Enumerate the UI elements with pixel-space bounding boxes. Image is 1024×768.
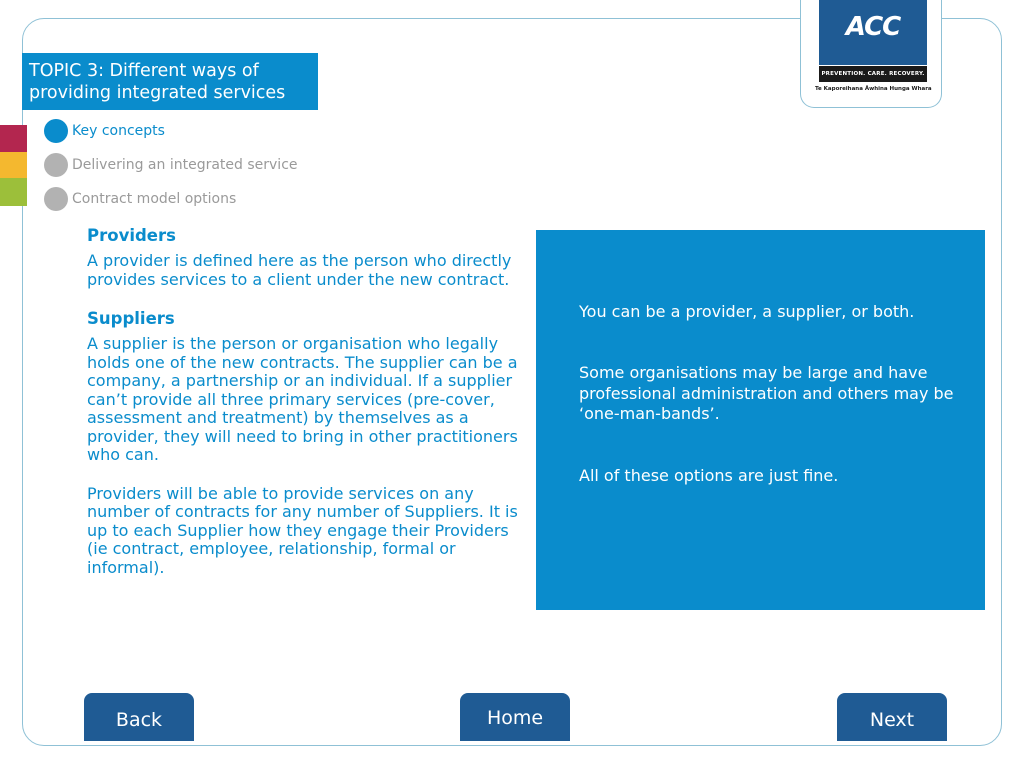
next-button-label: Next [869, 709, 915, 731]
providers-heading: Providers [87, 226, 176, 245]
logo-tagline: PREVENTION. CARE. RECOVERY. [819, 66, 927, 82]
color-stripe-green [0, 178, 27, 206]
nav-bullet-icon [44, 153, 68, 177]
providers-definition: A provider is defined here as the person who directly provides services to a client under the new contract. [87, 251, 512, 289]
logo-subtitle: Te Kaporeihana Āwhina Hunga Whara [815, 86, 932, 92]
panel-line-1: You can be a provider, a supplier, or both. [579, 302, 915, 321]
nav-item-label: Contract model options [72, 191, 237, 207]
nav-bullet-icon [44, 119, 68, 143]
home-button-label: Home [486, 707, 544, 729]
back-button-label: Back [115, 709, 163, 731]
suppliers-heading: Suppliers [87, 309, 175, 328]
main-content [87, 226, 527, 577]
color-stripe-red [0, 125, 27, 152]
providers-note: Providers will be able to provide services on any number of contracts for any number of Suppliers. It is up to each Supplier how they engage their Providers (ie contract, employee, relationship, formal or informal). [87, 483, 518, 577]
next-button[interactable] [837, 693, 947, 741]
topic-title-line-1: TOPIC 3: Different ways of [29, 61, 259, 81]
panel-line-3: All of these options are just fine. [579, 466, 839, 485]
nav-item-delivering-integrated-service[interactable] [44, 152, 298, 178]
logo-mark-text: ACC [845, 12, 901, 42]
topic-title-line-2: providing integrated services [29, 83, 286, 103]
info-panel [536, 230, 985, 610]
nav-item-contract-model-options[interactable] [44, 186, 236, 212]
acc-logo [800, 0, 942, 108]
nav-bullet-icon [44, 187, 68, 211]
home-button[interactable] [460, 693, 570, 741]
nav-item-key-concepts[interactable] [44, 118, 165, 144]
logo-mark-block [819, 0, 927, 65]
nav-item-label: Delivering an integrated service [72, 157, 298, 173]
topic-title [22, 53, 318, 110]
nav-item-label: Key concepts [72, 123, 165, 139]
back-button[interactable] [84, 693, 194, 741]
suppliers-definition: A supplier is the person or organisation who legally holds one of the new contracts. The supplier can be a company, a partnership or an individual. If a supplier can’t provide all three primary services (pre-cover, assessment and treatment) by themselves as a provider, they will need to bring in other practitioners who can. [87, 334, 518, 464]
panel-line-2: Some organisations may be large and have professional administration and others may be ‘one-man-bands’. [579, 363, 954, 423]
color-stripe-yellow [0, 152, 27, 178]
